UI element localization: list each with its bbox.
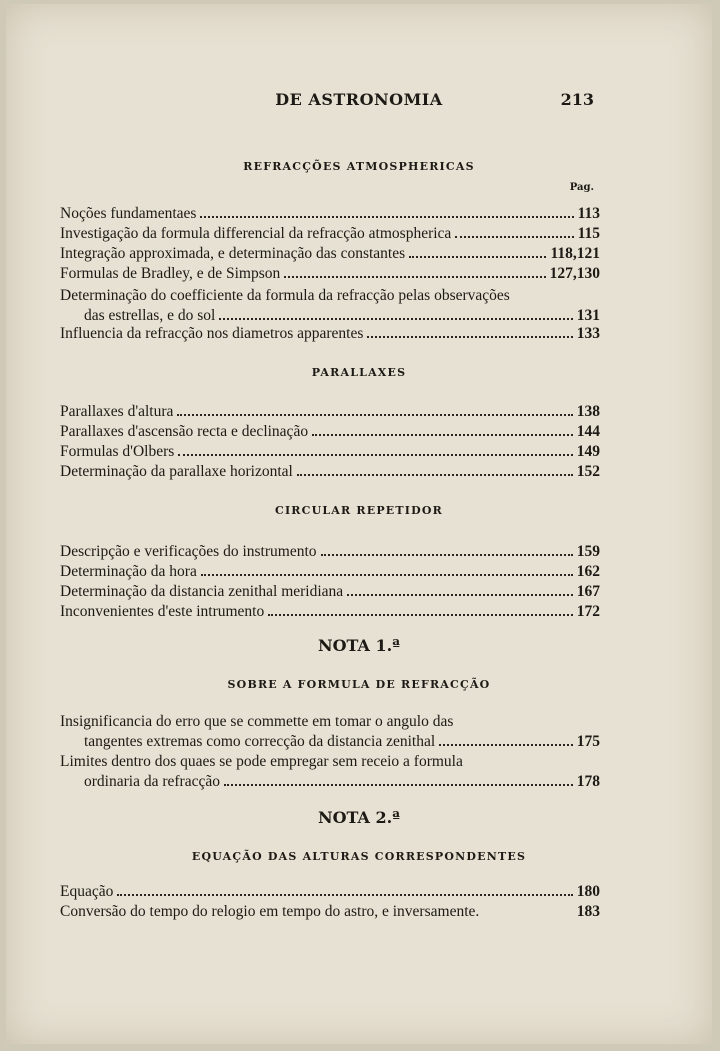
toc-entry-title-line1: Determinação do coefficiente da formula da refracção pelas observações (60, 287, 510, 304)
toc-entry (84, 732, 600, 752)
toc-entry-page: 175 (576, 733, 600, 750)
dot-leader (117, 882, 572, 896)
toc-entry-title: Determinação da distancia zenithal meridiana (60, 583, 344, 600)
toc-entry (60, 264, 600, 284)
toc-entry-title: Investigação da formula differencial da refracção atmospherica (60, 225, 452, 242)
toc-entry-title: Noções fundamentaes (60, 205, 197, 222)
toc-entry-title: Parallaxes d'ascensão recta e declinação (60, 423, 309, 440)
dot-leader (201, 562, 573, 576)
toc-entry-title: ordinaria da refracção (84, 773, 220, 790)
toc-entry-title: Determinação da hora (60, 563, 197, 580)
toc-entry-title: Parallaxes d'altura (60, 403, 174, 420)
toc-entry-title: Integração approximada, e determinação das constantes (60, 245, 406, 262)
toc-entry-page: 131 (576, 307, 600, 324)
running-header: DE ASTRONOMIA (275, 90, 443, 109)
toc-entry-title: Determinação da parallaxe horizontal (60, 463, 293, 480)
dot-leader (268, 602, 573, 616)
toc-entry-page: 178 (576, 773, 600, 790)
toc-entry-page: 183 (576, 903, 600, 920)
toc-entry (60, 422, 600, 442)
dot-leader (409, 244, 546, 258)
toc-entry (60, 582, 600, 602)
toc-entry-title: Formulas d'Olbers (60, 443, 175, 460)
toc-entry (60, 224, 600, 244)
toc-entry-page: 149 (576, 443, 600, 460)
toc-entry (60, 902, 600, 922)
toc-entry-page: 172 (576, 603, 600, 620)
section-heading-refraccoes: REFRACÇÕES ATMOSPHERICAS (243, 160, 475, 173)
toc-entry (60, 882, 600, 902)
dot-leader (347, 582, 573, 596)
dot-leader (321, 542, 573, 556)
toc-entry-page: 144 (576, 423, 600, 440)
toc-entry (60, 562, 600, 582)
toc-entry-title: Influencia da refracção nos diametros apparentes (60, 325, 364, 342)
toc-entry-title: Descripção e verificações do instrumento (60, 543, 317, 560)
toc-entry (60, 542, 600, 562)
toc-entry-page: 115 (577, 225, 600, 242)
toc-entry-title: Inconvenientes d'este intrumento (60, 603, 265, 620)
toc-entry (60, 204, 600, 224)
book-page (6, 4, 712, 1044)
toc-entry-title: das estrellas, e do sol (84, 307, 216, 324)
dot-leader (177, 402, 572, 416)
toc-entry-page: 118,121 (550, 245, 600, 262)
toc-entry-page: 159 (576, 543, 600, 560)
toc-entry-title: Conversão do tempo do relogio em tempo do astro, e inversamente. (60, 903, 480, 920)
pag-column-label: Pag. (569, 182, 594, 193)
toc-entry-title-line1: Insignificancia do erro que se commette em tomar o angulo das (60, 713, 454, 730)
dot-leader (439, 732, 573, 746)
dot-leader (312, 422, 573, 436)
dot-leader (219, 306, 572, 320)
toc-entry-title-line1: Limites dentro dos quaes se pode empregar sem receio a formula (60, 753, 463, 770)
toc-entry-page: 167 (576, 583, 600, 600)
dot-leader (455, 224, 573, 238)
toc-entry-page: 152 (576, 463, 600, 480)
toc-entry (84, 306, 600, 326)
toc-entry-page: 180 (576, 883, 600, 900)
toc-entry (60, 402, 600, 422)
toc-entry-title: Equação (60, 883, 114, 900)
section-heading-circular: CIRCULAR REPETIDOR (274, 504, 443, 517)
dot-leader (284, 264, 545, 278)
section-heading-nota2: EQUAÇÃO DAS ALTURAS CORRESPONDENTES (191, 850, 527, 863)
dot-leader (200, 204, 573, 218)
toc-entry-page: 127,130 (549, 265, 600, 282)
dot-leader (483, 904, 572, 916)
section-heading-nota1: SOBRE A FORMULA DE REFRACÇÃO (227, 678, 491, 691)
toc-entry (60, 442, 600, 462)
toc-entry (60, 462, 600, 482)
toc-entry-page: 138 (576, 403, 600, 420)
toc-entry-title: Formulas de Bradley, e de Simpson (60, 265, 281, 282)
toc-entry (60, 602, 600, 622)
toc-entry-page: 133 (576, 325, 600, 342)
nota-2-title: NOTA 2.ª (317, 808, 401, 827)
toc-entry-page: 162 (576, 563, 600, 580)
dot-leader (224, 772, 573, 786)
section-heading-parallaxes: PARALLAXES (311, 366, 407, 379)
dot-leader (297, 462, 573, 476)
dot-leader (178, 442, 572, 456)
toc-entry (84, 772, 600, 792)
page-number: 213 (560, 90, 594, 109)
toc-entry-title: tangentes extremas como correcção da distancia zenithal (84, 733, 436, 750)
nota-1-title: NOTA 1.ª (317, 636, 401, 655)
toc-entry-page: 113 (577, 205, 600, 222)
toc-entry (60, 244, 600, 264)
dot-leader (367, 324, 572, 338)
toc-entry (60, 324, 600, 344)
